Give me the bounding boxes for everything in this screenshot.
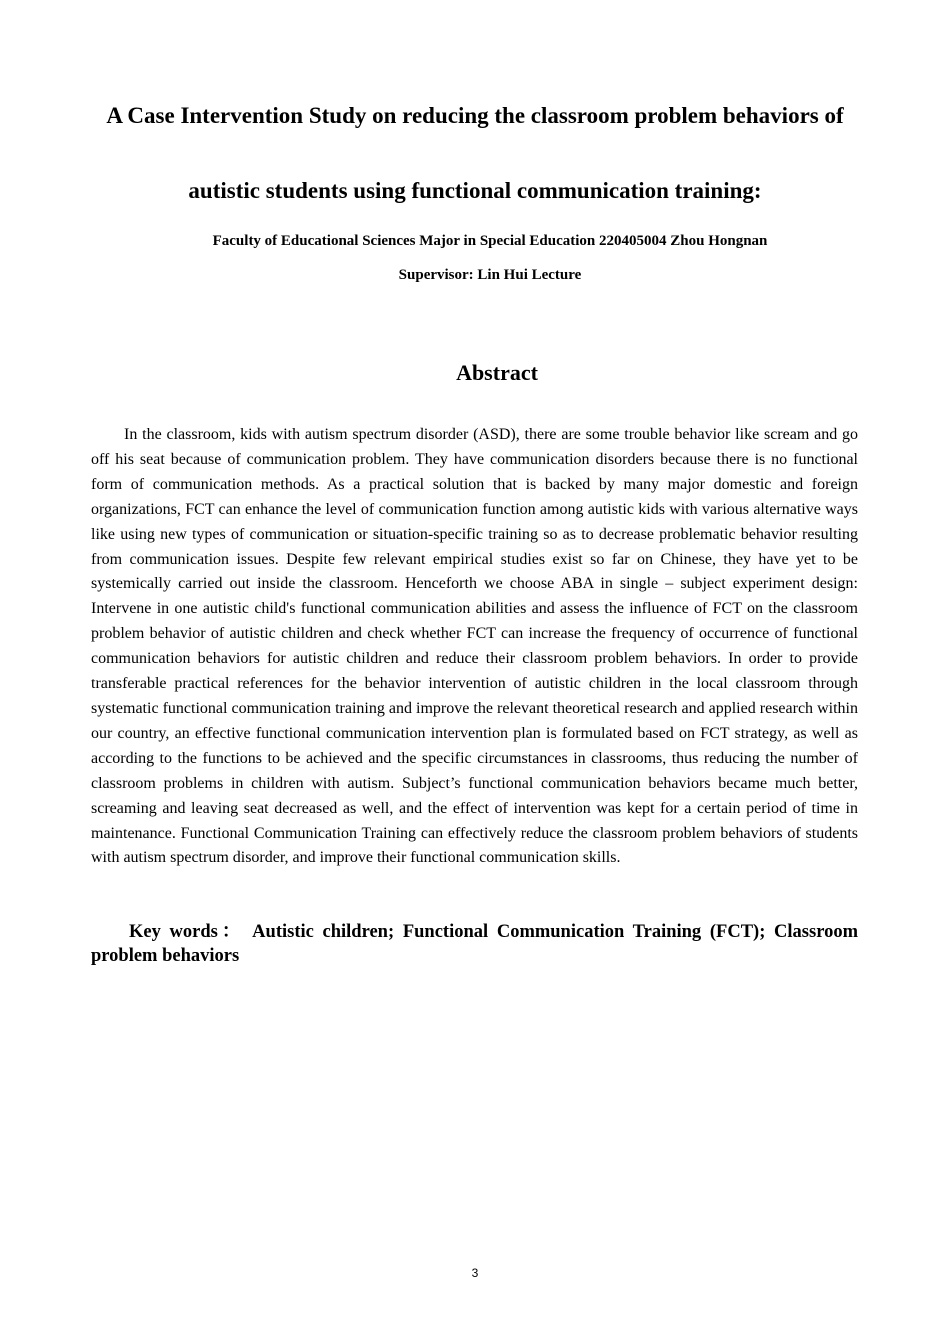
abstract-heading: Abstract bbox=[456, 360, 538, 385]
keywords bbox=[91, 920, 858, 968]
supervisor-line: Supervisor: Lin Hui Lecture bbox=[398, 267, 582, 283]
paper-title-line-1: A Case Intervention Study on reducing the classroom problem behaviors of bbox=[106, 103, 844, 128]
keywords-text: Autistic children; Functional Communication Training (FCT); Classroom problem behaviors bbox=[91, 922, 858, 966]
author-line: Faculty of Educational Sciences Major in Special Education 220405004 Zhou Hongnan bbox=[212, 233, 768, 249]
page-number: 3 bbox=[471, 1266, 479, 1280]
paper-title-line-2: autistic students using functional communication training: bbox=[188, 178, 762, 203]
abstract-body: In the classroom, kids with autism spectrum disorder (ASD), there are some trouble behavior like scream and go off his seat because of communication problem. They have communication disorders because there is no functional form of communication methods. As a practical solution that is backed by many major domestic and foreign organizations, FCT can enhance the level of communication function among autistic kids with various alternative ways like using new types of communication or situation-specific training so as to decrease problematic behavior resulting from communication issues. Despite few relevant empirical studies exist so far on Chinese, they have yet to be systemically carried out inside the classroom. Henceforth we choose ABA in single – subject experiment design: Intervene in one autistic child's functional communication abilities and assess the influence of FCT on the classroom problem behavior of autistic children and check whether FCT can increase the frequency of occurrence of functional communication behaviors for autistic children and reduce their classroom problem behaviors. In order to provide transferable practical references for the behavior intervention of autistic children in the local classroom through systematic functional communication training and improve the relevant theoretical research and applied research within our country, an effective functional communication intervention plan is formulated based on FCT strategy, as well as according to the functions to be achieved and the specific circumstances in classrooms, thus reducing the number of classroom problems in children with autism. Subject’s functional communication behaviors became much better, screaming and leaving seat decreased as well, and the effect of intervention was kept for a certain period of time in maintenance. Functional Communication Training can effectively reduce the classroom problem behaviors of students with autism spectrum disorder, and improve their functional communication skills. bbox=[91, 426, 858, 867]
keywords-label: Key words： bbox=[129, 922, 245, 942]
